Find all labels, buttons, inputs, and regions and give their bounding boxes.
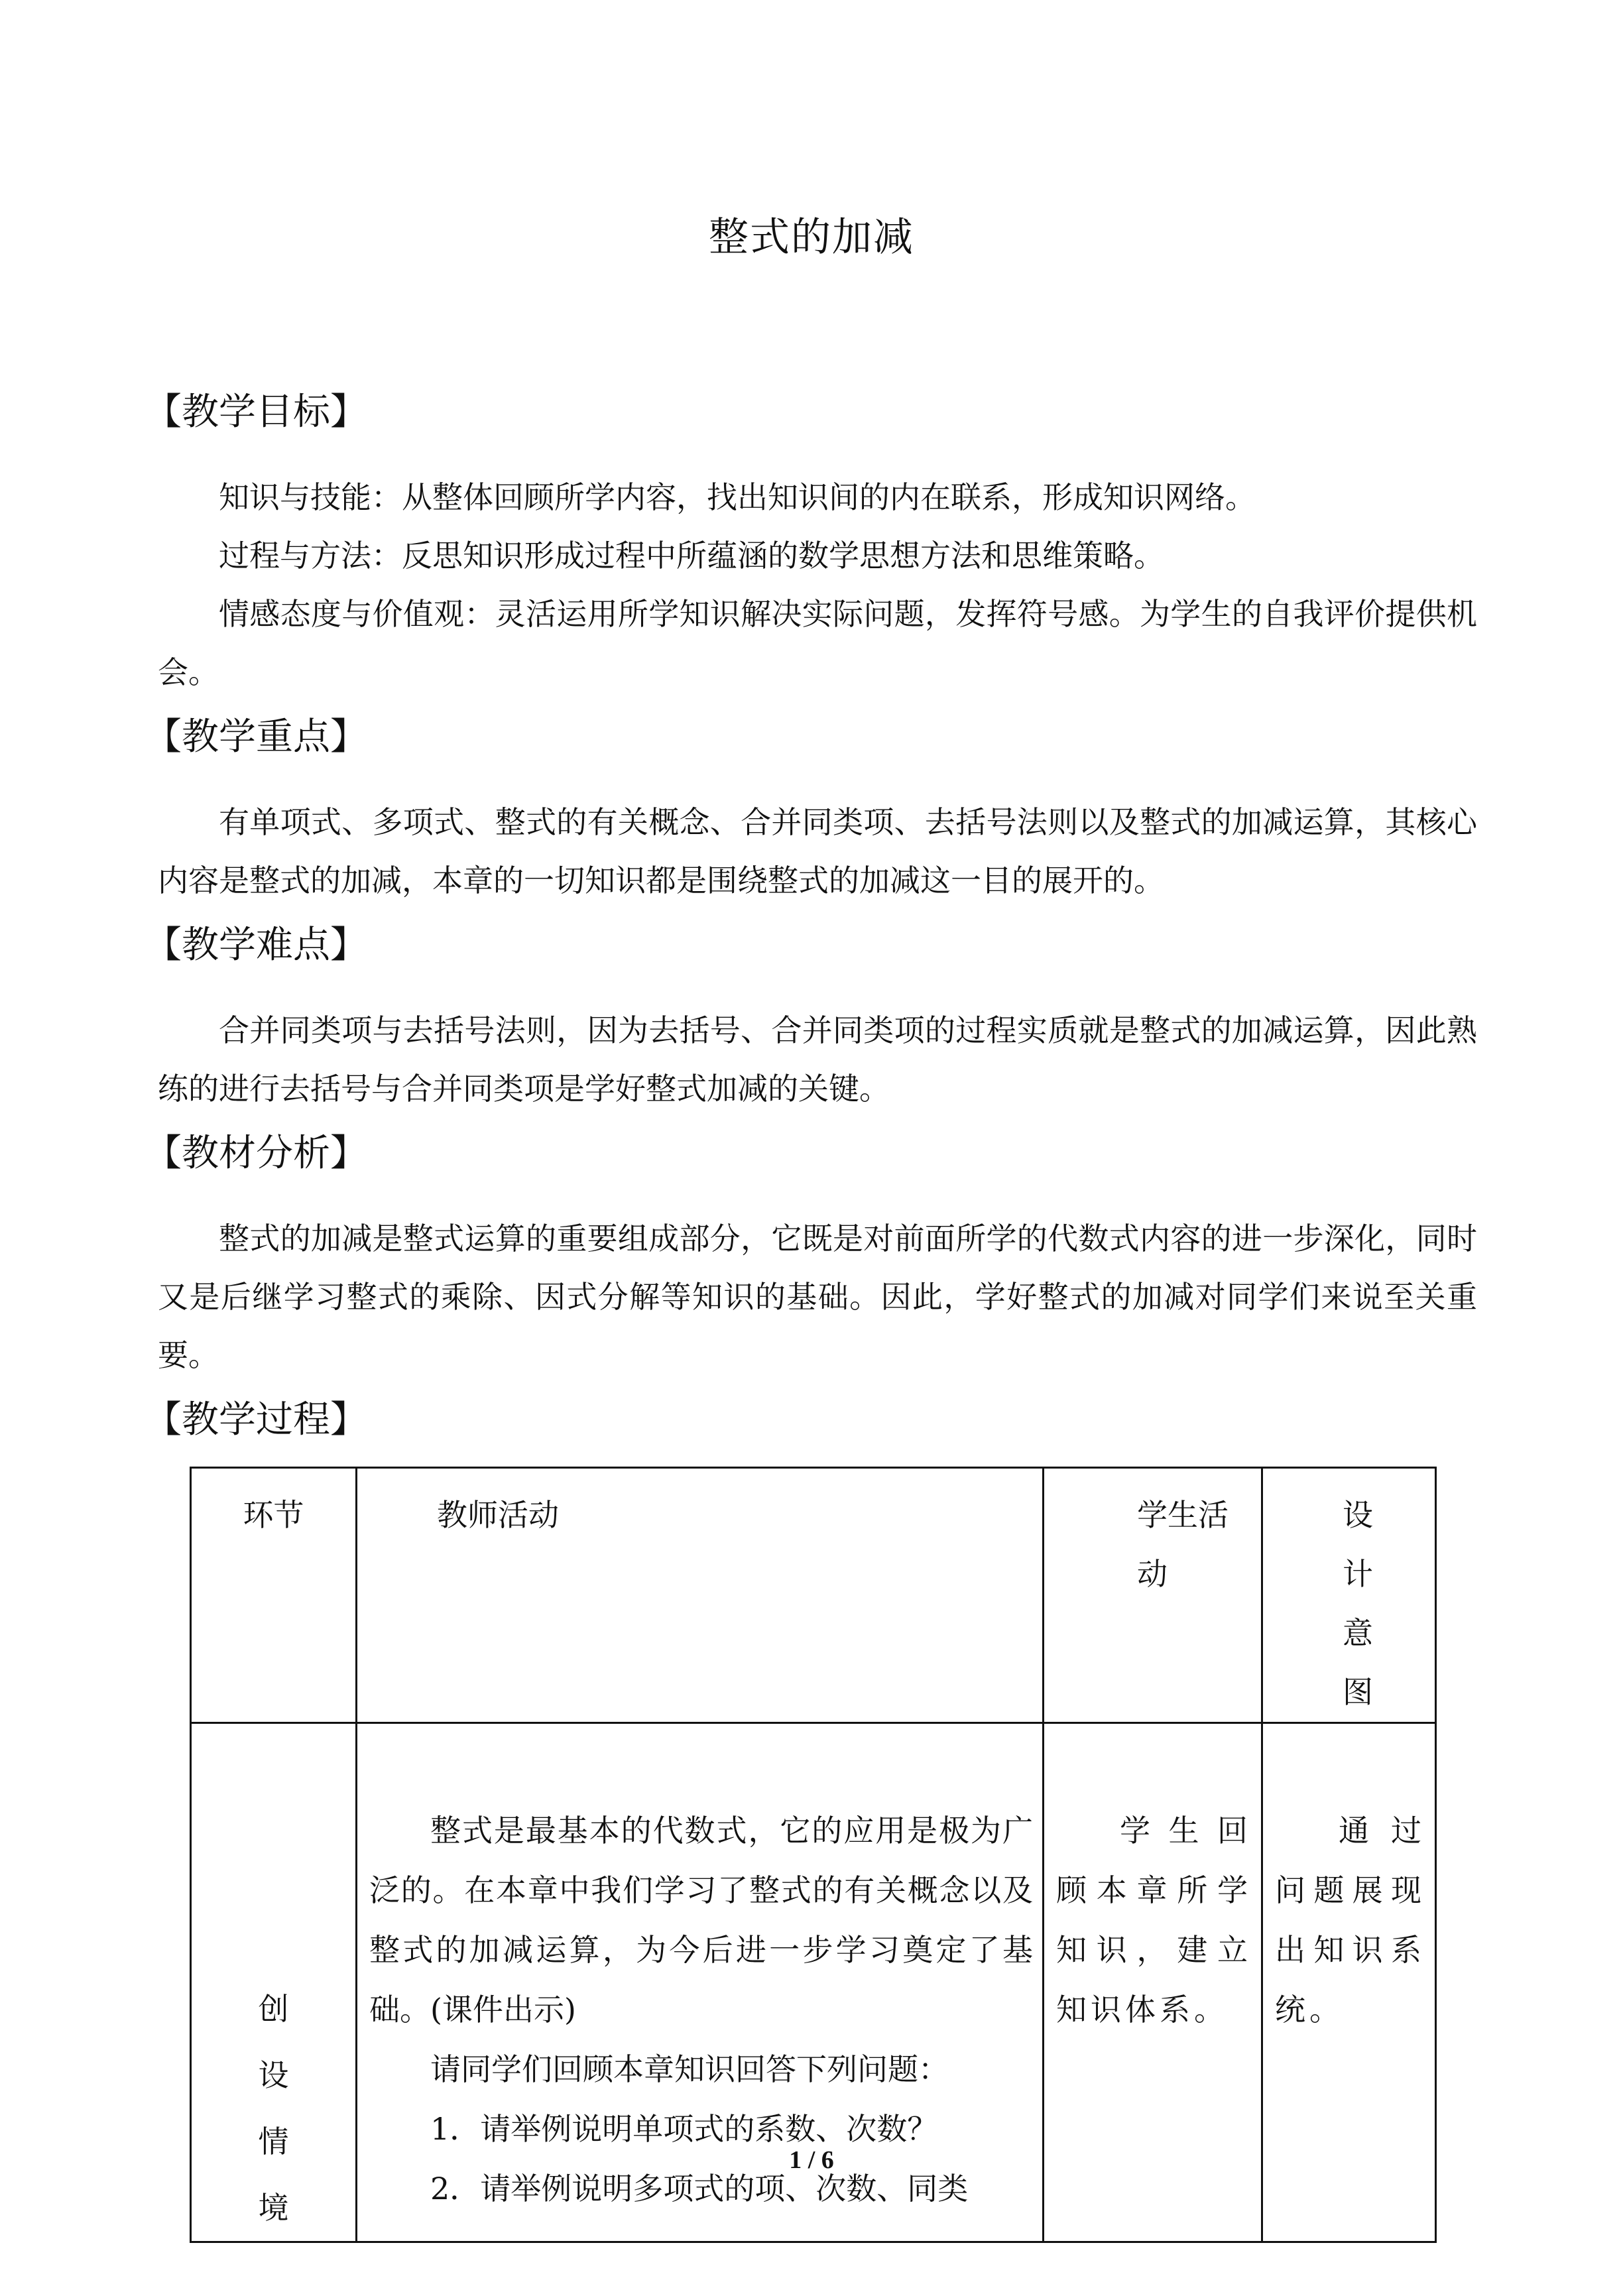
header-student-activity: 学生活动 (1044, 1468, 1262, 1723)
objective-process: 过程与方法：反思知识形成过程中所蕴涵的数学思想方法和思维策略。 (219, 538, 1164, 574)
heading-key-points: 【教学重点】 (145, 715, 367, 758)
objective-knowledge: 知识与技能：从整体回顾所学内容，找出知识间的内在联系，形成知识网络。 (219, 479, 1256, 515)
teacher-prompt: 请同学们回顾本章知识回答下列问题： (430, 2051, 949, 2087)
student-activity-cell: 学生回顾本章所学知识，建立知识体系。 (1044, 1723, 1262, 2242)
heading-objectives: 【教学目标】 (145, 391, 367, 434)
table-header-row (191, 1468, 1436, 1723)
analysis-text: 整式的加减是整式运算的重要组成部分，它既是对前面所学的代数式内容的进一步深化，同时又是后继学习整式的乘除、因式分解等知识的基础。因此，学好整式的加减对同学们来说至关重要。 (158, 1221, 1477, 1373)
page-number: 1 / 6 (789, 2146, 834, 2174)
teacher-question-1: 1．请举例说明单项式的系数、次数？ (430, 2111, 938, 2147)
teacher-paragraph: 整式是最基本的代数式，它的应用是极为广泛的。在本章中我们学习了整式的有关概念以及整式的加减运算，为今后进一步学习奠定了基础。(课件出示) (369, 1813, 1033, 2027)
header-teacher-activity: 教师活动 (357, 1468, 1044, 1723)
header-design-intent: 设计意图 (1262, 1468, 1436, 1723)
header-stage: 环节 (191, 1468, 357, 1723)
heading-difficulties: 【教学难点】 (145, 924, 367, 967)
document-title: 整式的加减 (709, 214, 914, 261)
key-points-text: 有单项式、多项式、整式的有关概念、合并同类项、去括号法则以及整式的加减运算，其核心内容是整式的加减，本章的一切知识都是围绕整式的加减这一目的展开的。 (158, 804, 1477, 898)
heading-analysis: 【教材分析】 (145, 1132, 367, 1175)
objective-attitude: 情感态度与价值观：灵活运用所学知识解决实际问题，发挥符号感。为学生的自我评价提供机会。 (158, 596, 1477, 690)
process-table (190, 1467, 1437, 2243)
teacher-question-2: 2．请举例说明多项式的项、次数、同类 (430, 2171, 969, 2206)
difficulties-text: 合并同类项与去括号法则，因为去括号、合并同类项的过程实质就是整式的加减运算，因此熟练的进行去括号与合并同类项是学好整式加减的关键。 (158, 1012, 1477, 1107)
heading-process: 【教学过程】 (145, 1398, 367, 1441)
design-intent-cell: 通过问题展现出知识系统。 (1262, 1723, 1436, 2242)
stage-cell: 创设情境 (191, 1723, 357, 2242)
